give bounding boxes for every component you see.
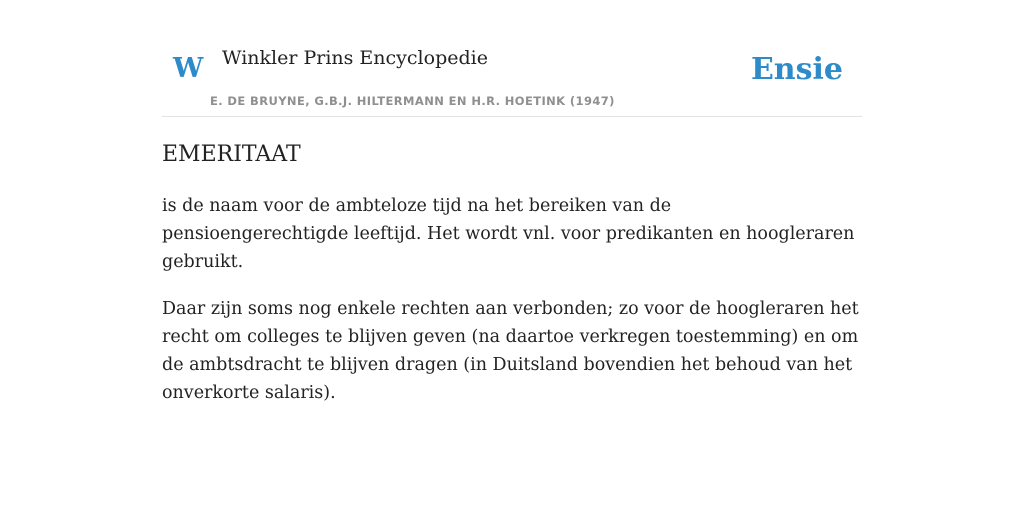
article-paragraph: Daar zijn soms nog enkele rechten aan verbonden; zo voor de hoogleraren het recht om colleges te blijven geven (na daartoe verkregen toestemming) en om de ambtsdracht te blijven dragen (in Duitsland bovendien het behoud van het onverkorte salaris).	[162, 299, 859, 403]
book-title[interactable]: Winkler Prins Encyclopedie	[222, 47, 488, 69]
article-headword: EMERITAAT	[162, 142, 301, 167]
page-container	[162, 0, 862, 403]
article-body	[162, 192, 862, 426]
article-paragraph: is de naam voor de ambteloze tijd na het bereiken van de pensioengerechtigde leeftijd. Het wordt vnl. voor predikanten en hoogleraren gebruikt.	[162, 196, 855, 272]
ensie-brand-logo[interactable]: Ensie	[750, 52, 843, 87]
page-header	[162, 0, 862, 117]
book-authors: E. DE BRUYNE, G.B.J. HILTERMANN EN H.R. HOETINK (1947)	[210, 94, 615, 108]
encyclopedia-logo[interactable]: W	[173, 53, 204, 84]
